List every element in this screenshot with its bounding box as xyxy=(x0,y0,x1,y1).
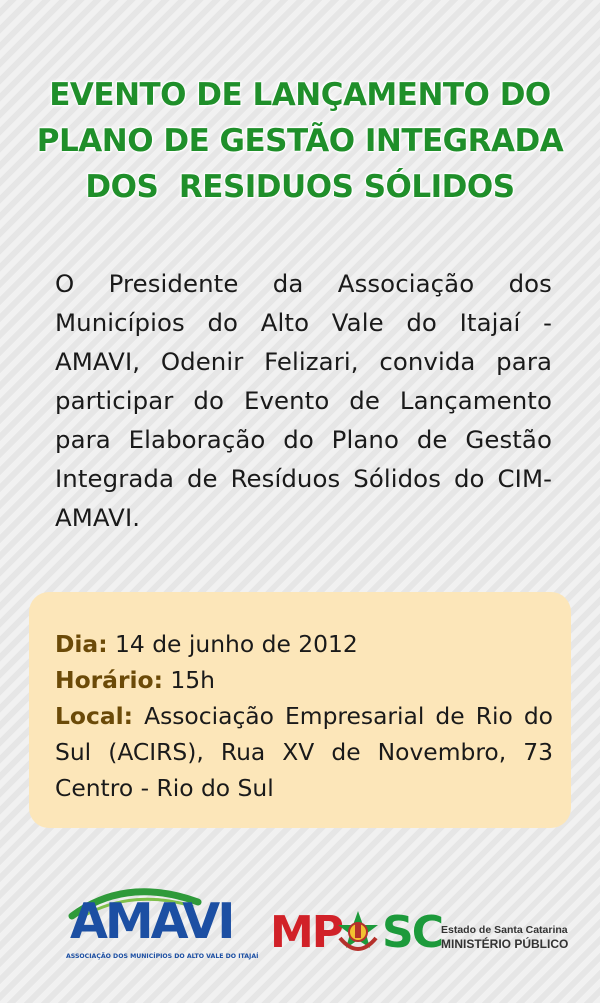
time-label: Horário: xyxy=(55,666,163,694)
event-title-line-1: EVENTO DE LANÇAMENTO DO xyxy=(49,77,551,113)
event-title-line-3: DOS RESIDUOS SÓLIDOS xyxy=(85,169,515,205)
mpsc-logo xyxy=(270,907,569,968)
amavi-subtitle: ASSOCIAÇÃO DOS MUNICÍPIOS DO ALTO VALE DO ITAJAÍ xyxy=(66,953,259,960)
event-place xyxy=(55,698,553,806)
coat-of-arms-icon xyxy=(332,908,384,960)
place-value: Associação Empresarial de Rio do Sul (ACIRS), Rua XV de Novembro, 73 Centro - Rio do Sul xyxy=(55,702,553,802)
event-title-line-2: PLANO DE GESTÃO INTEGRADA xyxy=(36,123,564,159)
event-details-box xyxy=(29,592,571,828)
mp-state-name: Estado de Santa Catarina xyxy=(441,924,568,936)
sc-letters: SC xyxy=(382,907,442,958)
place-label: Local: xyxy=(55,702,133,730)
mp-letters: MP xyxy=(270,907,343,958)
event-day xyxy=(55,626,553,662)
invitation-text: O Presidente da Associação dos Municípios do Alto Vale do Itajaí - AMAVI, Odenir Felizari, convida para participar do Evento de Lançamento para Elaboração do Plano de Gestão Integrada de Resíduos Sólidos do CIM-AMAVI. xyxy=(55,269,552,532)
amavi-wordmark: AMAVI xyxy=(70,893,233,950)
day-label: Dia: xyxy=(55,630,108,658)
time-value: 15h xyxy=(170,666,215,694)
amavi-logo xyxy=(66,880,259,970)
event-time xyxy=(55,662,553,698)
event-title xyxy=(20,72,580,210)
day-value: 14 de junho de 2012 xyxy=(115,630,358,658)
mp-org-name: MINISTÉRIO PÚBLICO xyxy=(441,937,569,951)
